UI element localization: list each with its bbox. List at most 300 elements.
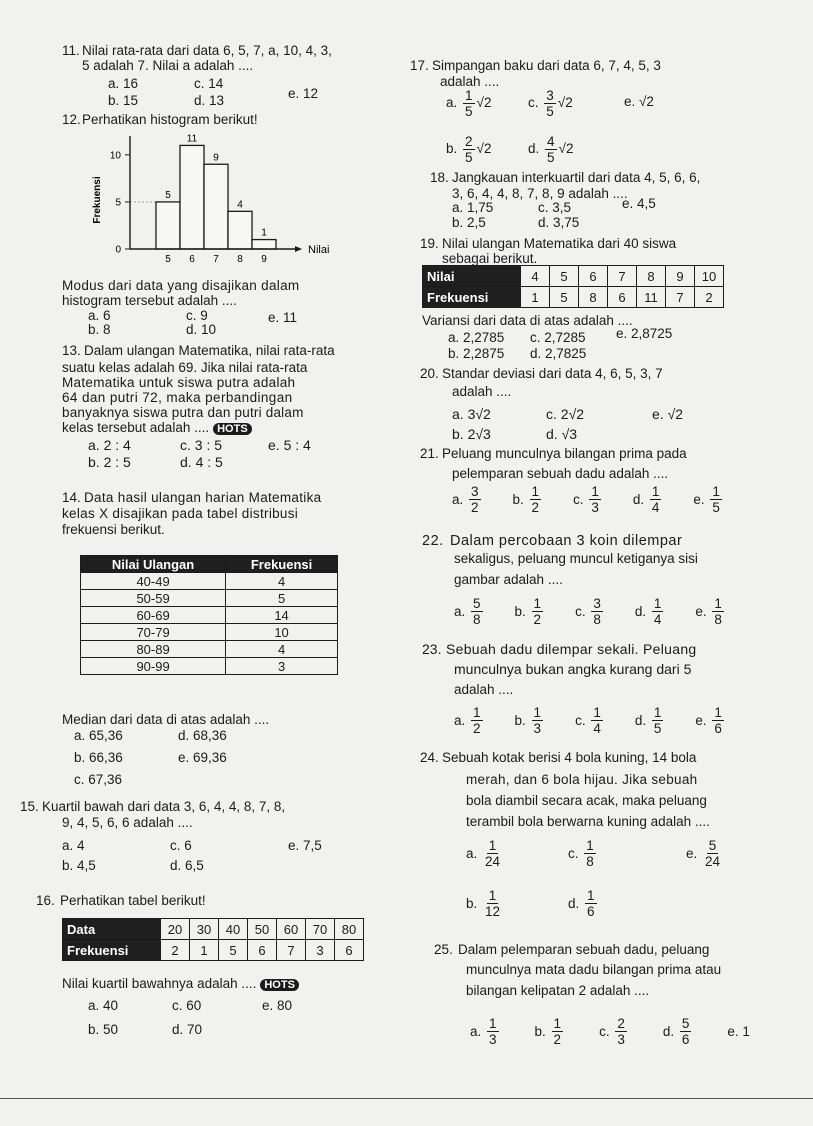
numerator: 4 [547,134,555,149]
numerator: 1 [591,484,599,499]
fraction-option [575,596,605,627]
fraction [552,1016,564,1047]
question-number: 13. [62,343,81,358]
table-row [63,940,364,961]
option-a [446,88,491,119]
question-text: pelemparan sebuah dadu adalah .... [452,466,669,481]
denominator: 4 [593,721,601,736]
denominator: 8 [586,854,594,869]
fraction [532,596,544,627]
fraction [532,705,544,736]
question-number: 14. [62,490,81,505]
table-header: Frekuensi [423,287,521,308]
denominator: 2 [473,721,481,736]
option-label: d. [634,604,650,619]
fraction-option [599,1016,629,1047]
x-tick-label: 5 [165,254,171,265]
option-label: b. [512,492,528,507]
options-row [454,705,756,736]
option-d: d. 4 : 5 [180,454,223,470]
table-header: Frekuensi [226,556,338,573]
option-d: d. 68,36 [178,728,227,743]
y-tick-label: 10 [109,150,121,162]
option-a: a. 2 : 4 [88,437,131,453]
radical: √2 [476,95,492,111]
fraction-option [635,596,666,627]
denominator: 12 [485,904,501,919]
fraction-option [568,888,599,919]
x-axis-arrow [295,246,302,252]
question-text: banyaknya siswa putra dan putri dalam [62,405,304,420]
numerator: 1 [651,484,660,499]
table-row [81,624,338,641]
table-cell: 5 [550,287,579,308]
option-a: a. 6 [88,308,111,323]
option-c: c. 2,7285 [530,330,586,345]
table-cell: 10 [226,624,338,641]
denominator: 2 [533,612,542,627]
numerator: 1 [593,705,601,720]
question-text: Simpangan baku dari data 6, 7, 4, 5, 3 [432,58,661,73]
option-c: c. 9 [186,308,208,323]
option-b: b. 66,36 [74,750,123,765]
fraction [652,705,664,736]
fraction [463,88,475,119]
option-label: d. [634,713,650,728]
option-b: b. 15 [108,93,139,108]
fraction [615,1016,627,1047]
question-text: Variansi dari data di atas adalah .... [422,313,633,328]
option-e: e. 69,36 [178,750,227,765]
radical: √2 [558,141,574,157]
question-text: Sebuah kotak berisi 4 bola kuning, 14 bola [442,750,697,765]
table-cell: 8 [637,266,666,287]
fraction-option [515,705,546,736]
option-label: a. [452,492,468,507]
option-label: b. [446,141,458,157]
denominator: 6 [587,904,595,919]
question-text: terambil bola berwarna kuning adalah .... [466,814,710,829]
fraction-option [575,705,605,736]
numerator: 2 [617,1016,625,1031]
table-header: Data [63,919,161,940]
table-cell: 70 [306,919,335,940]
option-d: d. 10 [186,322,217,337]
fraction [463,134,475,165]
fraction [589,484,601,515]
denominator: 8 [714,612,722,627]
option-b: b. 50 [88,1022,119,1037]
option-label: b. [466,896,482,911]
table-cell: 14 [226,607,338,624]
question-text: sebagai berikut. [442,251,538,266]
histogram-bar [204,164,228,249]
question-number: 16. [36,893,55,908]
data-table [422,265,724,308]
table-cell: 3 [226,658,338,675]
option-label: c. [573,492,588,507]
question-text-tail: kelas tersebut adalah .... [62,420,210,435]
fraction-option [573,484,603,515]
option-a: a. 2,2785 [448,330,505,345]
table-cell: 7 [277,940,306,961]
data-label: 4 [237,199,243,211]
radical: √2 [557,95,573,111]
table-cell: 4 [521,266,550,287]
question-text: Perhatikan histogram berikut! [82,112,258,127]
option-label: d. [662,1024,678,1039]
option-e: e. 80 [262,998,293,1013]
table-cell: 3 [306,940,335,961]
table-row [81,658,338,675]
option-label: c. [528,95,539,111]
fraction-option [686,838,724,869]
denominator: 8 [593,612,601,627]
option-b: b. 2,5 [452,215,486,230]
option-a [466,838,504,869]
numerator: 2 [465,134,473,149]
table-cell: 5 [219,940,248,961]
option-e [686,838,724,869]
question-text: merah, dan 6 bola hijau. Jika sebuah [466,772,698,787]
option-label: a. [470,1024,486,1039]
option-label: c. [575,604,590,619]
question-text: Modus dari data yang disajikan dalam [62,278,300,293]
fraction [483,838,502,869]
option-a: a. 65,36 [74,728,123,743]
histogram-bar [252,240,276,249]
y-axis-label: Frekuensi [92,176,103,224]
numerator: 1 [531,484,540,499]
hots-badge: HOTS [260,979,299,991]
option-d: d. 70 [172,1022,203,1037]
x-tick-label: 9 [261,254,267,265]
table-row [63,919,364,940]
fraction [712,596,724,627]
question-text: Dalam pelemparan sebuah dadu, peluang [458,942,710,957]
table-cell: 4 [226,573,338,590]
table-cell: 7 [666,287,695,308]
fraction-option [695,596,726,627]
table-cell: 6 [335,940,364,961]
data-table [62,918,364,961]
fraction-option [568,838,598,869]
question-text: 5 adalah 7. Nilai a adalah .... [82,58,254,73]
numerator: 1 [489,1016,497,1031]
option-label: b. [514,604,530,619]
numerator: 1 [488,888,497,903]
question-number: 25. [434,942,453,957]
option-c: c. 14 [194,76,224,91]
option-label: d. [568,896,584,911]
table-cell: 10 [695,266,724,287]
denominator: 5 [547,150,555,165]
option-b [466,888,504,919]
numerator: 1 [533,705,542,720]
option-label: e. [686,846,702,861]
fraction-option [633,484,664,515]
hots-badge: HOTS [213,423,252,435]
numerator: 1 [714,705,722,720]
question-text: Matematika untuk siswa putra adalah [62,375,296,390]
option-c: c. 67,36 [74,772,123,787]
data-label: 5 [165,189,171,201]
fraction [710,484,722,515]
numerator: 3 [593,596,601,611]
option-d: d. 3,75 [538,215,580,230]
data-label: 9 [213,152,219,164]
question-number: 22. [422,533,444,549]
option-label: a. [454,713,470,728]
denominator: 3 [617,1032,625,1047]
table-row [81,590,338,607]
denominator: 2 [471,500,479,515]
denominator: 4 [651,500,660,515]
table-row [81,641,338,658]
numerator: 1 [587,888,595,903]
denominator: 6 [714,721,722,736]
option-e: e. 7,5 [288,838,322,853]
question-text: frekuensi berikut. [62,522,165,537]
question-text [62,976,299,993]
denominator: 24 [485,854,501,869]
question-text: Nilai rata-rata dari data 6, 5, 7, a, 10, 4, 3, [82,43,332,58]
option-label: b. [534,1024,550,1039]
question-text: suatu kelas adalah 69. Jika nilai rata-rata [62,360,308,375]
question-text: Jangkauan interkuartil dari data 4, 5, 6, 6, [452,170,701,185]
table-cell: 6 [608,287,637,308]
denominator: 3 [591,500,599,515]
fraction [471,705,483,736]
denominator: 5 [465,150,473,165]
option-d: d. 2,7825 [530,346,587,361]
table-cell: 9 [666,266,695,287]
question-text: Nilai ulangan Matematika dari 40 siswa [442,236,677,251]
fraction [591,596,603,627]
option-a: a. 3√2 [452,406,491,422]
question-text: histogram tersebut adalah .... [62,293,237,308]
option-a: a. 1,75 [452,200,494,215]
option-d: d. 13 [194,93,225,108]
table-cell: 11 [637,287,666,308]
bottom-divider [0,1098,813,1099]
option-label: e. [695,713,711,728]
fraction [530,484,542,515]
question-text: adalah .... [454,682,514,697]
question-text: Standar deviasi dari data 4, 6, 5, 3, 7 [442,366,663,381]
table-cell: 90-99 [81,658,226,675]
fraction [591,705,603,736]
data-label: 11 [186,133,198,145]
fraction-option [513,484,544,515]
table-cell: 50-59 [81,590,226,607]
question-text: Kuartil bawah dari data 3, 6, 4, 4, 8, 7, 8, [42,799,286,814]
question-text-tail: Nilai kuartil bawahnya adalah .... [62,976,257,991]
fraction [469,484,481,515]
fraction [471,596,483,627]
question-text: Sebuah dadu dilempar sekali. Peluang [446,641,697,657]
numerator: 5 [681,1016,690,1031]
histogram-bar [180,145,204,249]
question-text: Peluang munculnya bilangan prima pada [442,446,687,461]
fraction [487,1016,499,1047]
table-cell: 60-69 [81,607,226,624]
numerator: 3 [546,88,554,103]
question-text: bola diambil secara acak, maka peluang [466,793,707,808]
question-text: 3, 6, 4, 4, 8, 7, 8, 9 adalah .... [452,186,628,201]
numerator: 1 [488,838,497,853]
numerator: 1 [653,705,662,720]
fraction-option [466,888,504,919]
question-text: munculnya bukan angka kurang dari 5 [454,661,692,677]
numerator: 1 [653,596,662,611]
table-row [423,266,724,287]
fraction [712,705,724,736]
option-label: d. [528,141,540,157]
y-tick-label: 5 [115,197,121,209]
fraction [680,1016,692,1047]
options-row [452,484,754,515]
option-label: a. [454,604,470,619]
option-e: e. 11 [268,310,298,325]
table-cell: 1 [521,287,550,308]
fraction-option [535,1016,566,1047]
question-text: 9, 4, 5, 6, 6 adalah .... [62,815,193,830]
numerator: 1 [553,1016,562,1031]
table-cell: 70-79 [81,624,226,641]
fraction-option [663,1016,694,1047]
radical: √2 [476,141,492,157]
option-c [568,838,598,869]
denominator: 6 [681,1032,690,1047]
numerator: 3 [471,484,479,499]
table-cell: 7 [608,266,637,287]
table-cell: 30 [190,919,219,940]
option-c: c. 6 [170,838,192,853]
question-text: bilangan kelipatan 2 adalah .... [466,983,650,998]
table-cell: 5 [550,266,579,287]
table-header: Nilai [423,266,521,287]
option-a: a. 4 [62,838,85,853]
numerator: 1 [586,838,594,853]
option-c [528,88,573,119]
option-b [446,134,491,165]
option-a: a. 40 [88,998,119,1013]
denominator: 5 [712,500,720,515]
table-cell: 2 [161,940,190,961]
question-text: adalah .... [440,74,500,89]
option-label: a. [466,846,482,861]
table-cell: 5 [226,590,338,607]
fraction [545,134,557,165]
x-tick-label: 7 [213,254,219,265]
question-number: 21. [420,446,439,461]
option-label: e. [695,604,711,619]
table-cell: 80-89 [81,641,226,658]
table-row [423,287,724,308]
x-tick-label: 8 [237,254,243,265]
question-text: Dalam percobaan 3 koin dilempar [450,533,683,549]
fraction [585,888,597,919]
fraction [544,88,556,119]
numerator: 1 [473,705,481,720]
option-d [568,888,599,919]
option-c: c. 3,5 [538,200,572,215]
table-cell: 4 [226,641,338,658]
option-label: c. [568,846,583,861]
question-text: Data hasil ulangan harian Matematika [84,490,322,505]
question-number: 20. [420,366,439,381]
question-number: 23. [422,641,442,657]
option-b: b. 2√3 [452,426,491,442]
denominator: 24 [705,854,721,869]
denominator: 5 [653,721,662,736]
question-text [62,420,252,437]
fraction-option [454,596,485,627]
question-number: 11. [62,43,80,58]
numerator: 5 [708,838,717,853]
denominator: 5 [546,104,554,119]
option-c: c. 3 : 5 [180,437,223,453]
numerator: 1 [714,596,722,611]
option-b: b. 2,2875 [448,346,505,361]
question-number: 24. [420,750,439,765]
table-cell: 20 [161,919,190,940]
question-text: adalah .... [452,384,512,399]
table-cell: 2 [695,287,724,308]
histogram-bar [156,202,180,249]
option-e: e. 4,5 [622,196,656,211]
numerator: 1 [533,596,542,611]
option-e: e. 5 : 4 [268,437,311,453]
option-e: e. 2,8725 [616,326,673,341]
option-label: c. [575,713,590,728]
option-label: c. [599,1024,614,1039]
options-row [454,596,756,627]
fraction-option [466,838,504,869]
fraction-option [693,484,724,515]
option-e: e. 12 [288,86,319,101]
denominator: 2 [531,500,540,515]
table-header: Frekuensi [63,940,161,961]
options-row [470,1016,750,1047]
question-text: Perhatikan tabel berikut! [60,893,206,908]
denominator: 3 [533,721,542,736]
fraction-option [515,596,546,627]
question-number: 19. [420,236,439,251]
question-number: 15. [20,799,39,814]
data-label: 1 [261,227,267,239]
question-text: Median dari data di atas adalah .... [62,712,270,727]
option-d: d. 6,5 [170,858,204,873]
option-c: c. 2√2 [546,406,585,422]
table-cell: 80 [335,919,364,940]
fraction [703,838,722,869]
option-e: e. √2 [624,94,654,109]
denominator: 4 [653,612,662,627]
option-label: d. [632,492,648,507]
frequency-table [80,555,338,675]
table-cell: 40-49 [81,573,226,590]
table-cell: 8 [579,287,608,308]
numerator: 1 [712,484,720,499]
table-cell: 6 [248,940,277,961]
option-d: d. √3 [546,426,578,442]
fraction-option [635,705,666,736]
option-a: a. 16 [108,76,139,91]
denominator: 2 [553,1032,562,1047]
option-b: b. 2 : 5 [88,454,131,470]
